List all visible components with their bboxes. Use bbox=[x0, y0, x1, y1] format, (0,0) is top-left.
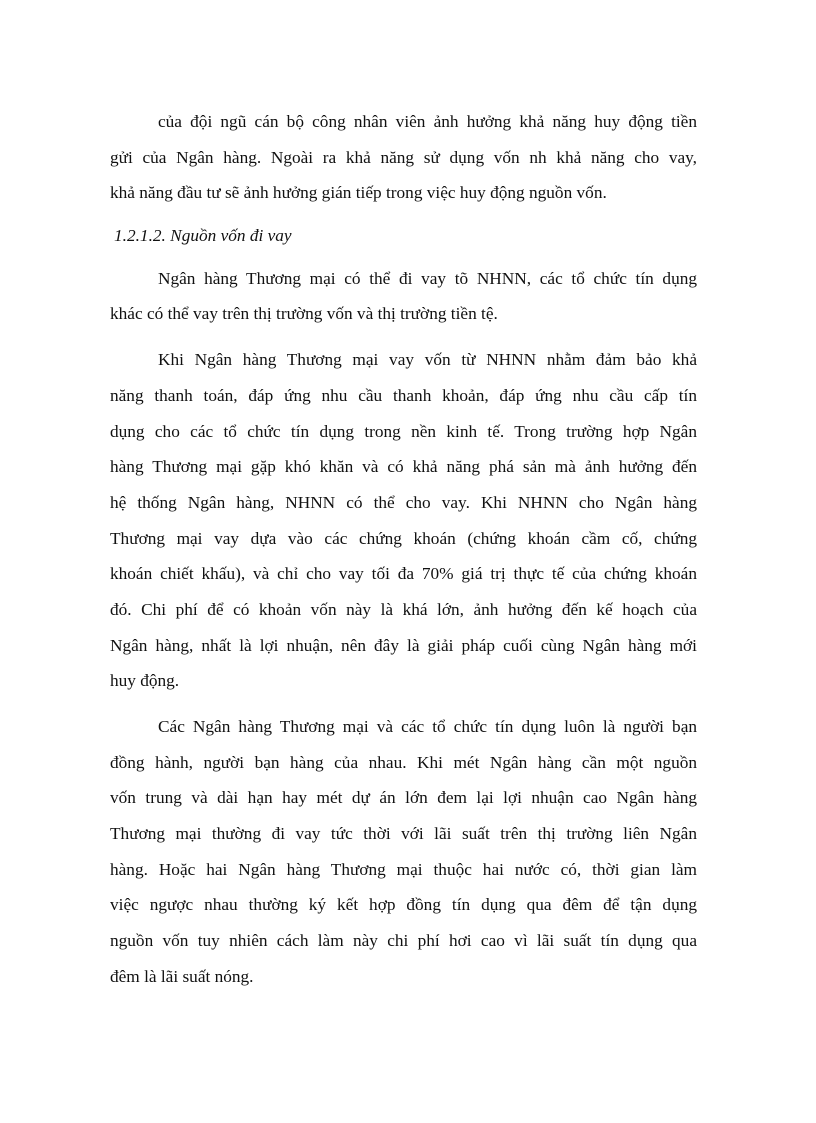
text-line: đồng hành, người bạn hàng của nhau. Khi mét Ngân hàng cần một nguồn bbox=[110, 752, 697, 772]
text-line: đó. Chi phí để có khoản vốn này là khá lớn, ảnh hưởng đến kế hoạch của bbox=[110, 599, 697, 619]
text-line: Ngân hàng Thương mại có thể đi vay tõ NHNN, các tổ chức tín dụng bbox=[158, 268, 697, 288]
paragraph-3 bbox=[110, 342, 697, 699]
text-line: Thương mại thường đi vay tức thời với lãi suất trên thị trường liên Ngân bbox=[110, 824, 697, 844]
text-line: việc ngược nhau thường ký kết hợp đồng tín dụng qua đêm để tận dụng bbox=[110, 895, 697, 915]
text-line: khả năng đầu tư sẽ ảnh hưởng gián tiếp trong việc huy động nguồn vốn. bbox=[110, 183, 607, 203]
text-line: vốn trung và dài hạn hay mét dự án lớn đem lại lợi nhuận cao Ngân hàng bbox=[110, 788, 697, 808]
text-line: hàng Thương mại gặp khó khăn và có khả năng phá sản mà ảnh hưởng đến bbox=[110, 457, 697, 477]
document-page bbox=[110, 104, 697, 995]
text-line: gửi của Ngân hàng. Ngoài ra khả năng sử dụng vốn nh khả năng cho vay, bbox=[110, 147, 697, 167]
text-line: của đội ngũ cán bộ công nhân viên ảnh hưởng khả năng huy động tiền bbox=[158, 112, 697, 131]
section-heading: 1.2.1.2. Nguồn vốn đi vay bbox=[114, 226, 292, 246]
text-line: Thương mại vay dựa vào các chứng khoán (chứng khoán cầm cố, chứng bbox=[110, 528, 697, 548]
text-line: Khi Ngân hàng Thương mại vay vốn từ NHNN nhằm đảm bảo khả bbox=[158, 350, 697, 370]
text-line: năng thanh toán, đáp ứng nhu cầu thanh khoản, đáp ứng nhu cầu cấp tín bbox=[110, 385, 697, 405]
text-line: hàng. Hoặc hai Ngân hàng Thương mại thuộc hai nước có, thời gian làm bbox=[110, 859, 697, 879]
paragraph-1 bbox=[110, 104, 697, 211]
text-line: huy động. bbox=[110, 671, 180, 691]
paragraph-4 bbox=[110, 709, 697, 995]
text-line: khoán chiết khấu), và chỉ cho vay tối đa 70% giá trị thực tế của chứng khoán bbox=[110, 564, 697, 584]
text-line: nguồn vốn tuy nhiên cách làm này chi phí hơi cao vì lãi suất tín dụng qua bbox=[110, 931, 697, 951]
text-line: khác có thể vay trên thị trường vốn và thị trường tiền tệ. bbox=[110, 304, 498, 324]
paragraph-2 bbox=[110, 261, 697, 332]
text-line: Ngân hàng, nhất là lợi nhuận, nên đây là giải pháp cuối cùng Ngân hàng mới bbox=[110, 635, 697, 655]
text-line: đêm là lãi suất nóng. bbox=[110, 966, 254, 986]
text-line: dụng cho các tổ chức tín dụng trong nền kinh tế. Trong trường hợp Ngân bbox=[110, 421, 697, 441]
text-line: hệ thống Ngân hàng, NHNN có thể cho vay. Khi NHNN cho Ngân hàng bbox=[110, 492, 697, 512]
text-line: Các Ngân hàng Thương mại và các tổ chức tín dụng luôn là người bạn bbox=[158, 717, 697, 736]
